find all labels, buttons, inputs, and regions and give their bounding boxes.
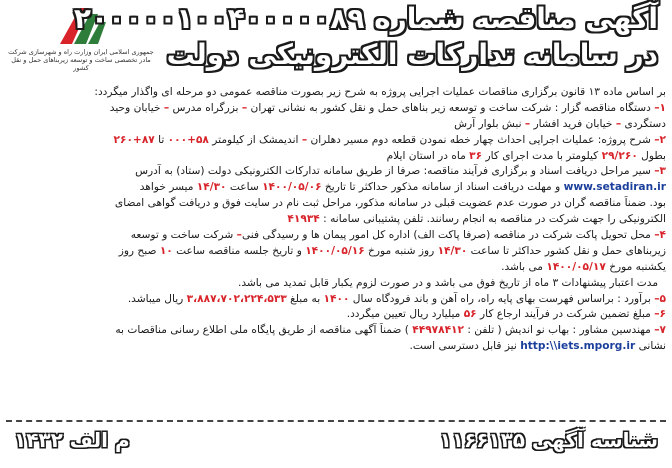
page-subtitle: در سامانه تدارکات الکترونیکی دولت — [166, 38, 658, 71]
page-title: آگهی مناقصه شماره ۲۰۰۰۰۰۱۰۰۴۰۰۰۰۰۸۹ — [73, 2, 658, 35]
setad-link[interactable]: www.setadiran.ir — [563, 181, 666, 194]
text-line: الکترونیکی را جهت شرکت در مناقصه به انجام رسانند. تلفن پشتیبانی سامانه : ۴۱۹۳۴ — [287, 213, 666, 226]
text-line: ۵– برآورد : براساس فهرست بهای پایه راه، راه آهن و باند فرودگاه سال ۱۴۰۰ به مبلغ ۳،۸۸۷،۷۰۲،۲۲۴،۵۳۳ ریال میباشد. — [127, 292, 666, 305]
text-line: ۴– محل تحویل پاکت شرکت در مناقصه (صرفا پاکت الف) اداره کل امور پیمان ها و رسیدگی فنی– شرکت ساخت و توسعه — [130, 229, 666, 242]
ad-code: م الف ۱۴۳۲ — [14, 428, 130, 452]
text-line: ۲– شرح پروژه: عملیات اجرایی احداث چهار خطه نمودن قطعه دوم مسیر دهلران – اندیمشک از کیلومتر ۵۸+۰۰۰ تا ۸۷+۲۶۰ — [113, 133, 666, 146]
text-line: مدت اعتبار پیشنهادات ۳ ماه از تاریخ فوق می باشد و در صورت لزوم یکبار قابل تمدید می باشد. — [237, 276, 658, 289]
logo-caption: جمهوری اسلامی ایران وزارت راه و شهرسازی شرکت مادر تخصصی ساخت و توسعه زیربناهای حمل و نقل کشور — [8, 48, 154, 72]
text-line: دستگردی – خیابان فرید افشار – نبش بلوار آرش — [454, 117, 666, 130]
footer-divider — [6, 420, 666, 422]
text-line: ۶– مبلغ تضمین شرکت در فرآیند ارجاع کار ۵۶ میلیارد ریال تعیین میگردد. — [346, 308, 666, 321]
tender-body — [6, 85, 666, 355]
text-line: نشانی http:\\iets.mporg.ir نیز قابل دسترسی است. — [409, 340, 666, 353]
text-line: بود. ضمناً مناقصه گران در صورت عدم عضویت قبلی در سامانه مذکور، مراحل ثبت نام در سایت فوق و دریافت گواهی امضای — [114, 197, 666, 210]
ad-id: شناسه آگهی ۱۱۶۶۱۳۵ — [439, 428, 658, 452]
text-line: بر اساس ماده ۱۳ قانون برگزاری مناقصات عملیات اجرایی پروژه به شرح زیر بصورت مناقصه عمومی دو مرحله ای واگذار میگردد: — [94, 86, 666, 98]
text-line: ۱– دستگاه مناقصه گزار : شرکت ساخت و توسعه زیر بناهای حمل و نقل کشور به نشانی تهران – بزرگراه مدرس – خیابان وحید — [109, 101, 666, 114]
text-line: زیربناهای حمل و نقل کشور حداکثر تا ساعت ۱۴/۳۰ روز شنبه مورخ ۱۴۰۰/۰۵/۱۶ و تاریخ جلسه مناقصه ساعت ۱۰ صبح روز — [118, 244, 666, 257]
text-line: ۳– سیر مراحل دریافت اسناد و برگزاری فرآیند مناقصه: صرفا از طریق سامانه تدارکات الکترونیکی دولت (ستاد) به آدرس — [135, 165, 666, 178]
iets-link[interactable]: http:\\iets.mporg.ir — [520, 340, 636, 353]
text-line: یکشنبه مورخ ۱۴۰۰/۰۵/۱۷ می باشد. — [501, 260, 666, 273]
text-line: بطول ۲۹/۲۶۰ کیلومتر با مدت اجرای کار ۳۶ ماه در استان ایلام — [386, 149, 666, 162]
text-line: www.setadiran.ir و مهلت دریافت اسناد از سامانه مذکور حداکثر تا تاریخ ۱۴۰۰/۰۵/۰۶ ساعت ۱۴/۳۰ میسر خواهد — [139, 181, 666, 194]
text-line: ۷– مهندسین مشاور : بهاب نو اندیش ( تلفن : ۴۴۹۷۸۴۱۲ ) ضمناً آگهی مناقصه از طریق پایگاه ملی اطلاع رسانی مناقصات به — [115, 324, 666, 337]
